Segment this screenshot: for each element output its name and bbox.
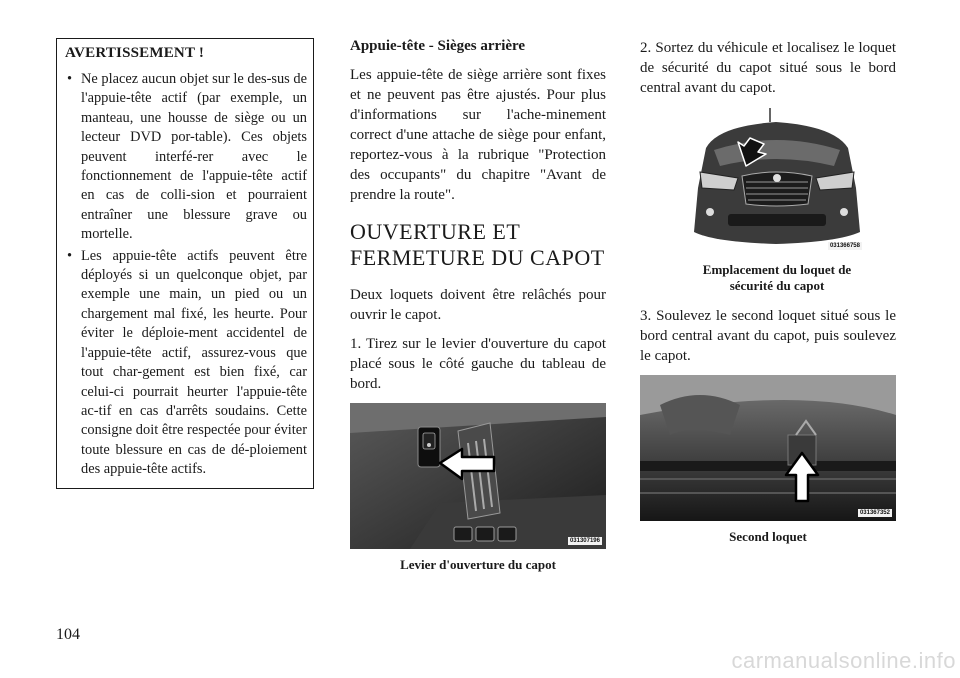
middle-column [350,38,606,573]
hood-step-2: 2. Sortez du véhicule et localisez le loquet de sécurité du capot situé sous le bord central avant du capot. [640,40,896,96]
figure-caption: Levier d'ouverture du capot [400,557,556,572]
hood-section-title [350,219,606,271]
warning-box [56,38,314,489]
right-column [640,38,896,545]
figure-caption: Emplacement du loquet de sécurité du capot [702,262,852,293]
hood-title-line1: OUVERTURE ET [350,219,521,244]
rear-headrest-heading: Appuie-tête - Sièges arrière [350,38,526,54]
figure-caption: Second loquet [729,529,807,544]
page-number: 104 [56,626,80,643]
bullet-icon: • [67,247,73,264]
watermark-link[interactable]: carmanualsonline.info [731,648,956,673]
figure-code: 031366758 [829,243,860,249]
hood-lever-illustration [350,403,606,549]
photo-car-front [688,108,866,254]
warning-item [65,247,307,480]
hood-step-1: 1. Tirez sur le levier d'ouverture du capot placé sous le côté gauche du tableau de bord. [350,336,606,392]
left-column [56,38,314,489]
warning-item-text: Les appuie-tête actifs peuvent être déployés si un quelconque objet, par exemple une main, un pied ou un chargement mal fixé, les heurte. Pour éviter le déploie-ment accidentel de l'appuie-tête actif, assurez-vous que tout char-gement est bien fixé, car celui-ci pourrait heurter l'appuie-tête ac-tif en cas d'arrêts soudains. Cette consigne doit être respectée pour éviter toute blessure en cas de dé-ploiement des appuie-tête actifs. [81,247,307,478]
warning-list [65,70,307,480]
photo-second-latch [640,375,896,521]
figure-code: 031367352 [859,510,890,516]
warning-item [65,70,307,245]
figure-code: 031307196 [569,538,600,544]
second-latch-illustration [640,375,896,521]
figure-hood-safety-latch [688,108,866,294]
hood-step-3: 3. Soulevez le second loquet situé sous le bord central avant du capot, puis soulevez le capot. [640,308,896,364]
figure-hood-release-lever [350,403,606,573]
figure-second-latch [640,375,896,545]
car-front-illustration [688,108,866,254]
warning-item-text: Ne placez aucun objet sur le des-sus de l'appuie-tête actif (par exemple, un manteau, une housse de siège ou un lecteur DVD por-table). Ces objets peuvent interfé-rer avec le fonctionnement de l'appuie-tête actif en cas de colli-sion et pourraient entraîner une blessure grave ou mortelle. [81,71,307,243]
photo-hood-release-lever [350,403,606,549]
warning-title: AVERTISSEMENT ! [65,45,205,61]
bullet-icon: • [67,71,73,87]
hood-title-line2: FERMETURE DU CAPOT [350,245,605,270]
rear-headrest-body: Les appuie-tête de siège arrière sont fixes et ne peuvent pas être ajustés. Pour plus d'informations sur l'ache-minement correct d'une attache de siège pour enfant, reportez-vous à la rubrique "Protection des occupants" du chapitre "Avant de prendre la route". [350,67,606,203]
hood-intro: Deux loquets doivent être relâchés pour ouvrir le capot. [350,287,606,323]
